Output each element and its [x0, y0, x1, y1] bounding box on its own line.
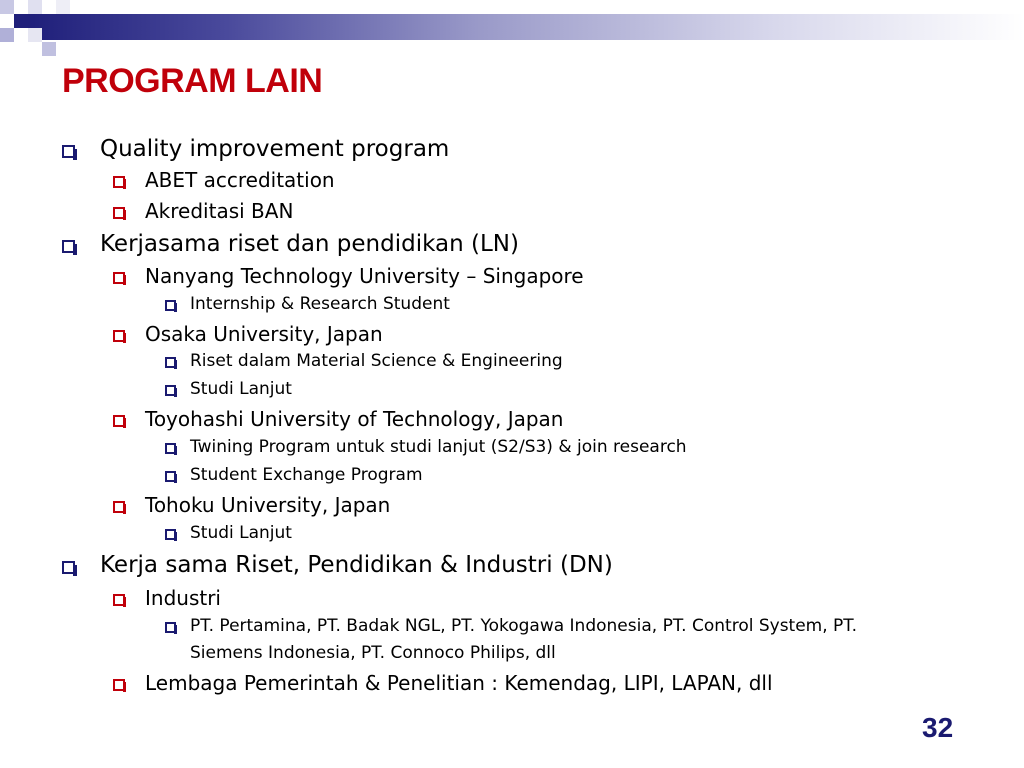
bullet-text: Twining Program untuk studi lanjut (S2/S3) & join research — [190, 437, 687, 457]
bullet-text: Quality improvement program — [100, 136, 450, 162]
bullet-item-level-2 — [145, 671, 773, 695]
checkbox-bullet-icon — [165, 300, 176, 311]
bullet-item-level-1 — [100, 552, 613, 578]
bullet-text: Kerjasama riset dan pendidikan (LN) — [100, 231, 519, 257]
bullet-item-level-3 — [190, 294, 450, 314]
bullet-item-level-3 — [190, 437, 687, 457]
decor-square-mid — [0, 28, 14, 42]
decor-square-light — [28, 28, 42, 42]
checkbox-bullet-icon — [113, 679, 125, 691]
decor-square-light — [0, 0, 14, 14]
decor-square-light — [28, 0, 42, 14]
checkbox-bullet-icon — [113, 207, 125, 219]
checkbox-bullet-icon — [113, 272, 125, 284]
checkbox-bullet-icon — [62, 145, 75, 158]
bullet-continuation-level-3 — [190, 643, 556, 663]
checkbox-bullet-icon — [62, 240, 75, 253]
bullet-text: Lembaga Pemerintah & Penelitian : Kemendag, LIPI, LAPAN, dll — [145, 671, 773, 695]
bullet-text: Osaka University, Japan — [145, 322, 383, 346]
bullet-item-level-2 — [145, 264, 584, 288]
checkbox-bullet-icon — [113, 501, 125, 513]
bullet-item-level-3 — [190, 351, 563, 371]
checkbox-bullet-icon — [165, 529, 176, 540]
bullet-text: ABET accreditation — [145, 168, 335, 192]
bullet-text: Toyohashi University of Technology, Japan — [145, 407, 564, 431]
decor-square-light — [56, 0, 70, 14]
decor-square-dark — [14, 14, 28, 28]
bullet-item-level-2 — [145, 322, 383, 346]
bullet-item-level-1 — [100, 231, 519, 257]
page-number: 32 — [922, 712, 954, 743]
bullet-item-level-2 — [145, 586, 221, 610]
checkbox-bullet-icon — [113, 594, 125, 606]
bullet-text: Student Exchange Program — [190, 465, 423, 485]
bullet-text: Akreditasi BAN — [145, 199, 294, 223]
bullet-item-level-3 — [190, 523, 292, 543]
checkbox-bullet-icon — [113, 176, 125, 188]
bullet-text: Tohoku University, Japan — [145, 493, 391, 517]
bullet-item-level-2 — [145, 407, 563, 431]
bullet-item-level-3 — [190, 379, 292, 399]
bullet-text: Internship & Research Student — [190, 294, 450, 314]
bullet-text: Industri — [145, 586, 221, 610]
decor-square-mid — [42, 42, 56, 56]
bullet-text: Siemens Indonesia, PT. Connoco Philips, dll — [190, 643, 556, 663]
bullet-item-level-3 — [190, 465, 423, 485]
checkbox-bullet-icon — [113, 330, 125, 342]
checkbox-bullet-icon — [165, 471, 176, 482]
bullet-item-level-2 — [145, 168, 335, 192]
bullet-item-level-2 — [145, 199, 293, 223]
checkbox-bullet-icon — [165, 443, 176, 454]
bullet-text: Studi Lanjut — [190, 379, 292, 399]
checkbox-bullet-icon — [165, 622, 176, 633]
header-gradient-band — [28, 14, 1024, 40]
checkbox-bullet-icon — [165, 385, 176, 396]
bullet-text: PT. Pertamina, PT. Badak NGL, PT. Yokogawa Indonesia, PT. Control System, PT. — [190, 616, 858, 636]
bullet-item-level-1 — [100, 136, 449, 162]
bullet-text: Kerja sama Riset, Pendidikan & Industri (DN) — [100, 552, 613, 578]
bullet-text: Nanyang Technology University – Singapore — [145, 264, 584, 288]
checkbox-bullet-icon — [62, 561, 75, 574]
bullet-item-level-3 — [190, 616, 857, 636]
bullet-text: Studi Lanjut — [190, 523, 292, 543]
bullet-text: Riset dalam Material Science & Engineering — [190, 351, 563, 371]
checkbox-bullet-icon — [113, 415, 125, 427]
slide-title: PROGRAM LAIN — [62, 62, 323, 100]
bullet-item-level-2 — [145, 493, 390, 517]
checkbox-bullet-icon — [165, 357, 176, 368]
